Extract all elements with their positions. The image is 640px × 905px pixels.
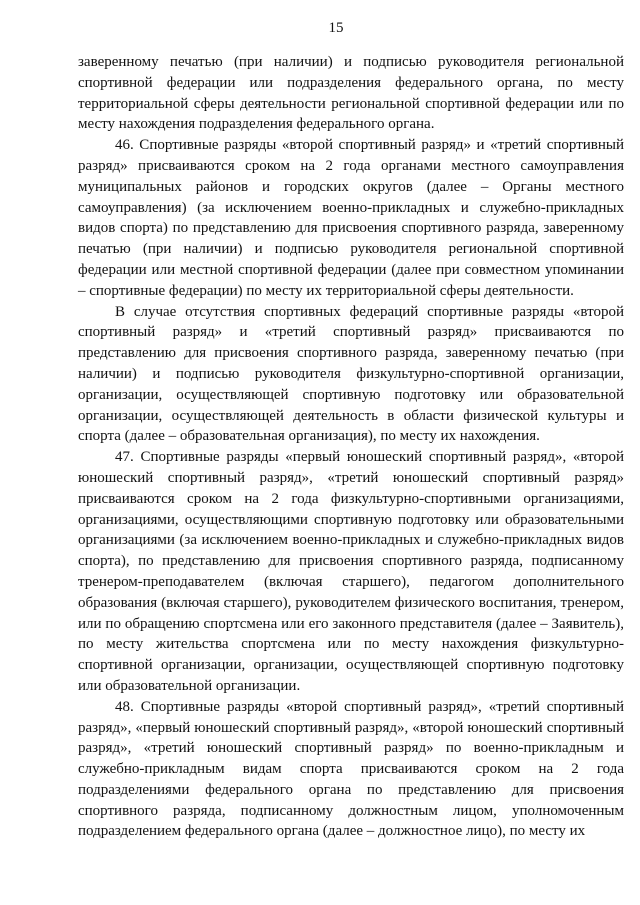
paragraph-46-absence-of-federations: В случае отсутствия спортивных федераций спортивные разряды «второй спортивный разряд» и «третий спортивный разряд» присваиваются по представлению для присвоения спортивного разряда, заверенному печатью (при наличии) и подписью руководителя физкультурно-спортивной организации, организации, осуществляющей спортивную подготовку или образовательной организации, осуществляющей деятельность в области физической культуры и спорта (далее – образовательная организация), по месту их нахождения.	[78, 303, 624, 445]
page-number: 15	[328, 20, 344, 36]
paragraph-46: 46. Спортивные разряды «второй спортивный разряд» и «третий спортивный разряд» присваиваются сроком на 2 года органами местного самоуправления муниципальных районов и городских округов (далее – Органы местного самоуправления) (за исключением военно-прикладных и служебно-прикладных видов спорта) по представлению для присвоения спортивного разряда, заверенному печатью (при наличии) и подписью руководителя региональной спортивной федерации или местной спортивной федерации (далее при совместном упоминании – спортивные федерации) по месту их территориальной сферы деятельности.	[78, 137, 624, 299]
document-body	[78, 52, 624, 842]
paragraph-47: 47. Спортивные разряды «первый юношеский спортивный разряд», «второй юношеский спортивный разряд», «третий юношеский спортивный разряд» присваиваются сроком на 2 года физкультурно-спортивными организациями, организациями, осуществляющими спортивную подготовку или образовательными организациями (за исключением военно-прикладных и служебно-прикладных видов спорта), по представлению для присвоения спортивного разряда, подписанному тренером-преподавателем (включая старшего), педагогом дополнительного образования (включая старшего), руководителем физического воспитания, тренером, или по обращению спортсмена или его законного представителя (далее – Заявитель), по месту жительства спортсмена или по месту нахождения физкультурно-спортивной организации, организации, осуществляющей спортивную подготовку или образовательной организации.	[78, 449, 624, 694]
paragraph-continuation: заверенному печатью (при наличии) и подписью руководителя региональной спортивной федерации или подразделения федерального органа, по месту территориальной сферы деятельности региональной спортивной федерации или по месту нахождения подразделения федерального органа.	[78, 54, 624, 133]
paragraph-48: 48. Спортивные разряды «второй спортивный разряд», «третий спортивный разряд», «первый юношеский спортивный разряд», «второй юношеский спортивный разряд», «третий юношеский спортивный разряд» по военно-прикладным и служебно-прикладным видам спорта присваиваются сроком на 2 года подразделениями федерального органа по представлению для присвоения спортивного разряда, подписанному должностным лицом, уполномоченным подразделением федерального органа (далее – должностное лицо), по месту их	[78, 698, 624, 840]
